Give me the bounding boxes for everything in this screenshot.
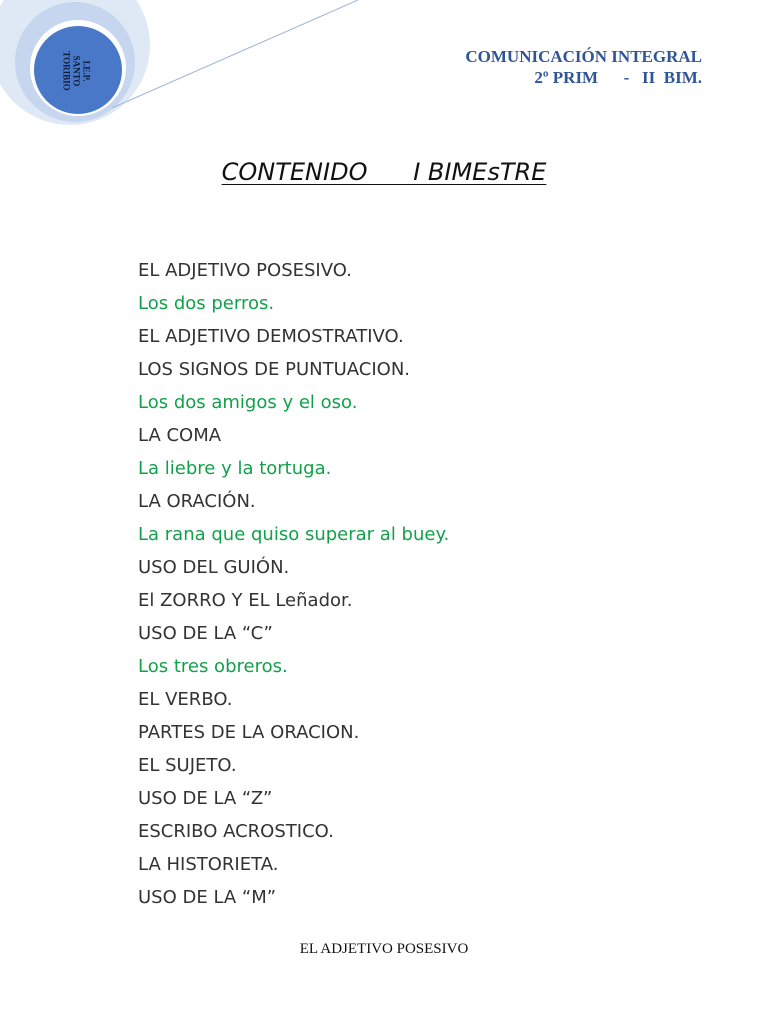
story-item: Los dos amigos y el oso. [138, 392, 358, 413]
story-item: La liebre y la tortuga. [138, 458, 332, 479]
topic-item: USO DEL GUIÓN. [138, 557, 290, 578]
topic-item: EL ADJETIVO DEMOSTRATIVO. [138, 326, 404, 347]
page-title: CONTENIDO I BIMEsTRE [221, 158, 547, 186]
badge-line-1: I.E.P. [81, 60, 92, 82]
course-title: COMUNICACIÓN INTEGRAL [465, 47, 702, 66]
topic-item: LA ORACIÓN. [138, 491, 256, 512]
story-item: Los dos perros. [138, 293, 275, 314]
school-badge [38, 40, 116, 102]
topic-item: EL SUJETO. [138, 755, 237, 776]
topic-item: USO DE LA “C” [138, 623, 273, 644]
topic-item: PARTES DE LA ORACION. [138, 722, 360, 743]
badge-line-3: TORIBIO [61, 51, 72, 91]
story-item: Los tres obreros. [138, 656, 288, 677]
footer-heading: EL ADJETIVO POSESIVO [299, 941, 469, 957]
badge-line-2: SANTO [71, 55, 82, 87]
topic-item: El ZORRO Y EL Leñador. [138, 590, 353, 611]
topic-item: LOS SIGNOS DE PUNTUACION. [138, 359, 411, 380]
topic-item: ESCRIBO ACROSTICO. [138, 821, 334, 842]
contents-list [138, 254, 449, 914]
course-grade: 2º PRIM - II BIM. [534, 68, 702, 87]
topic-item: LA COMA [138, 425, 222, 446]
course-header [465, 46, 702, 88]
topic-item: LA HISTORIETA. [138, 854, 279, 875]
topic-item: USO DE LA “Z” [138, 788, 273, 809]
topic-item: EL ADJETIVO POSESIVO. [138, 260, 352, 281]
topic-item: EL VERBO. [138, 689, 233, 710]
topic-item: USO DE LA “M” [138, 887, 277, 908]
story-item: La rana que quiso superar al buey. [138, 524, 450, 545]
